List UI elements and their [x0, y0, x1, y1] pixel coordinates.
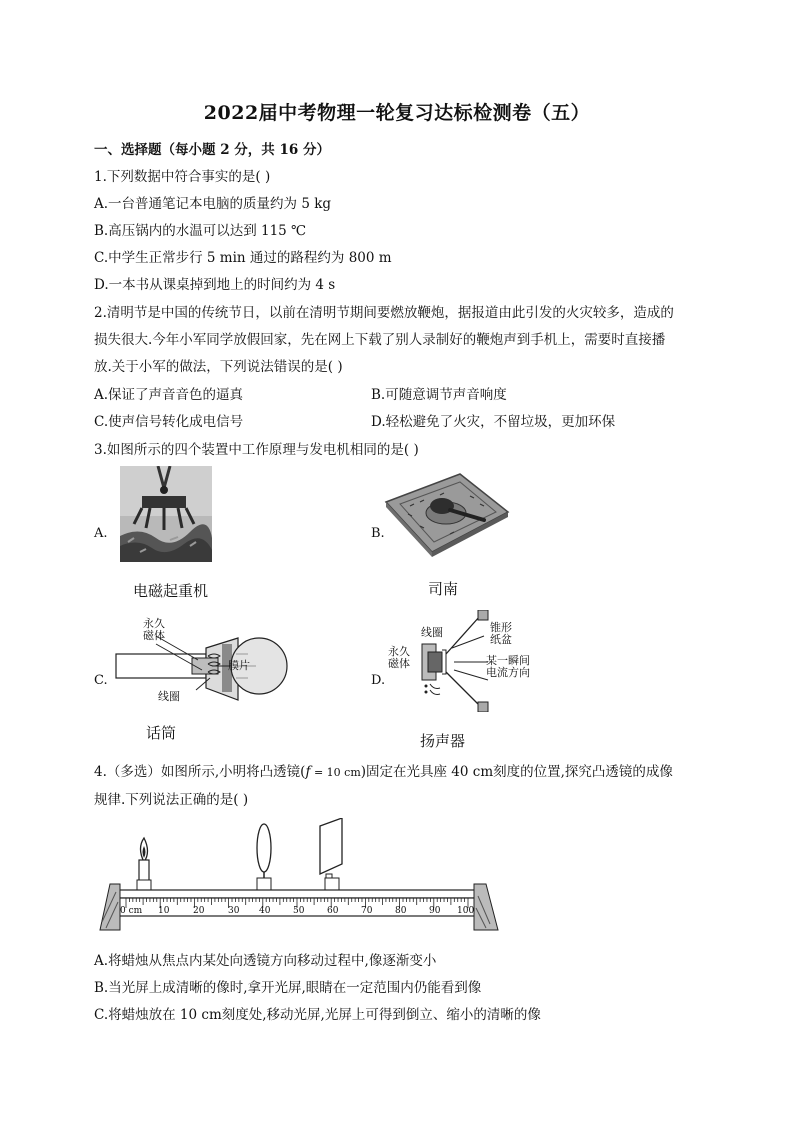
optical-bench-diagram	[96, 818, 502, 940]
mic-label-magnet-line2: 磁体	[143, 629, 165, 642]
convex-lens-icon	[257, 824, 271, 890]
candle-icon	[137, 838, 151, 890]
q1-option-a: A.一台普通笔记本电脑的质量约为 5 kg	[94, 196, 332, 212]
q2-stem-line3: 放.关于小军的做法，下列说法错误的是( )	[94, 359, 343, 375]
bench-label-100: 100	[457, 906, 475, 916]
q2-option-c: C.使声信号转化成电信号	[94, 414, 244, 430]
bench-label-70: 70	[361, 906, 373, 916]
speaker-label-current	[486, 655, 530, 679]
microphone-diagram	[112, 614, 292, 714]
q2-option-a: A.保证了声音音色的逼真	[94, 387, 244, 403]
q1-option-b: B.高压锅内的水温可以达到 115 ℃	[94, 223, 307, 239]
q4-stem-post: )固定在光具座 40 cm刻度的位置,探究凸透镜的成像	[360, 764, 673, 780]
bench-label-40: 40	[259, 906, 271, 916]
bench-label-30: 30	[228, 906, 240, 916]
q4-option-c: C.将蜡烛放在 10 cm刻度处,移动光屏,光屏上可得到倒立、缩小的清晰的像	[94, 1007, 541, 1023]
speaker-label-cone	[490, 622, 512, 646]
bench-label-50: 50	[293, 906, 305, 916]
caption-sinan: 司南	[428, 580, 459, 598]
q3-fig-d-letter: D.	[371, 673, 386, 688]
q4-focal-symbol: f	[305, 764, 311, 780]
mic-label-permanent-magnet	[143, 618, 165, 642]
q2-option-d: D.轻松避免了火灾，不留垃圾，更加环保	[371, 414, 616, 430]
bench-label-0: 0 cm	[120, 906, 143, 916]
q4-focal-value: = 10 cm	[310, 766, 361, 779]
speaker-label-cone-line1: 锥形	[490, 621, 512, 634]
q4-stem-pre: 4.（多选）如图所示,小明将凸透镜(	[94, 764, 306, 780]
q3-stem: 3.如图所示的四个装置中工作原理与发电机相同的是( )	[94, 442, 419, 458]
q2-stem-line2: 损失很大.今年小军同学放假回家，先在网上下载了别人录制好的鞭炮声到手机上，需要时直接播	[94, 332, 666, 348]
q1-stem: 1.下列数据中符合事实的是( )	[94, 169, 271, 185]
sinan-compass-image	[380, 468, 512, 558]
exam-title: 2022届中考物理一轮复习达标检测卷（五）	[203, 102, 591, 124]
q1-option-c: C.中学生正常步行 5 min 通过的路程约为 800 m	[94, 250, 392, 266]
speaker-label-current-line2: 电流方向	[486, 666, 530, 679]
speaker-label-magnet	[388, 646, 410, 670]
caption-electromagnetic-crane: 电磁起重机	[133, 582, 209, 600]
q4-option-a: A.将蜡烛从焦点内某处向透镜方向移动过程中,像逐渐变小	[94, 953, 437, 969]
q3-fig-a-letter: A.	[94, 526, 108, 541]
speaker-label-cone-line2: 纸盆	[490, 633, 512, 646]
speaker-label-coil: 线圈	[421, 626, 443, 639]
speaker-label-magnet-line1: 永久	[388, 645, 410, 658]
q2-option-b: B.可随意调节声音响度	[371, 387, 507, 403]
speaker-label-current-line1: 某一瞬间	[486, 654, 530, 667]
q4-stem-line2: 规律.下列说法正确的是( )	[94, 792, 249, 808]
q3-fig-b-letter: B.	[371, 526, 385, 541]
section-heading: 一、选择题（每小题 2 分，共 16 分）	[94, 142, 330, 158]
mic-label-magnet-line1: 永久	[143, 617, 165, 630]
caption-microphone: 话筒	[146, 724, 177, 742]
q3-fig-c-letter: C.	[94, 673, 108, 688]
q1-option-d: D.一本书从课桌掉到地上的时间约为 4 s	[94, 277, 336, 293]
bench-label-80: 80	[395, 906, 407, 916]
bench-scale-labels	[96, 906, 502, 920]
bench-label-90: 90	[429, 906, 441, 916]
q2-stem-line1: 2.清明节是中国的传统节日，以前在清明节期间要燃放鞭炮，据报道由此引发的火灾较多，造成的	[94, 305, 674, 321]
q4-stem-line1	[94, 760, 673, 780]
mic-label-coil: 线圈	[158, 690, 180, 703]
bench-label-20: 20	[193, 906, 205, 916]
light-screen-icon	[320, 818, 342, 890]
mic-label-membrane: 膜片	[228, 659, 250, 672]
bench-label-60: 60	[327, 906, 339, 916]
caption-speaker: 扬声器	[420, 732, 466, 750]
q4-option-b: B.当光屏上成清晰的像时,拿开光屏,眼睛在一定范围内仍能看到像	[94, 980, 482, 996]
bench-label-10: 10	[158, 906, 170, 916]
speaker-label-magnet-line2: 磁体	[388, 657, 410, 670]
electromagnetic-crane-photo	[120, 466, 212, 562]
